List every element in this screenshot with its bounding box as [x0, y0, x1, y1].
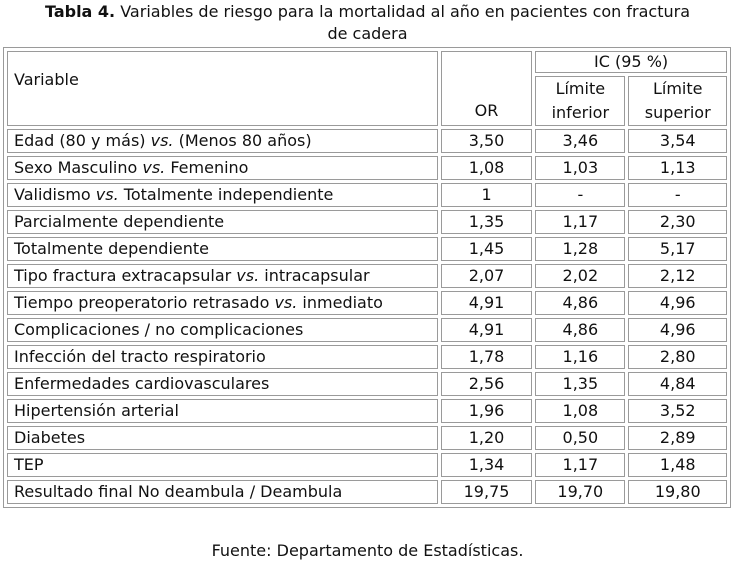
variable-cell	[7, 399, 438, 423]
variable-text: Sexo Masculino	[14, 158, 143, 177]
lower-limit-cell: 1,17	[535, 210, 625, 234]
header-lower-line-2: inferior	[551, 103, 610, 122]
variable-text: TEP	[14, 455, 44, 474]
variable-text: Validismo	[14, 185, 96, 204]
variable-cell	[7, 453, 438, 477]
variable-cell	[7, 156, 438, 180]
upper-limit-cell: 2,12	[628, 264, 727, 288]
upper-limit-cell: 2,80	[628, 345, 727, 369]
versus-text: vs.	[95, 185, 119, 204]
header-variable: Variable	[7, 51, 438, 126]
table-row	[7, 129, 727, 153]
table-row	[7, 183, 727, 207]
variable-cell	[7, 372, 438, 396]
versus-text: vs.	[150, 131, 174, 150]
upper-limit-cell: 3,54	[628, 129, 727, 153]
or-cell: 1,20	[441, 426, 532, 450]
lower-limit-cell: 1,35	[535, 372, 625, 396]
variable-text: Infección del tracto respiratorio	[14, 347, 266, 366]
or-cell: 1,45	[441, 237, 532, 261]
variable-text: Tiempo preoperatorio retrasado	[14, 293, 275, 312]
caption-text-1: Variables de riesgo para la mortalidad al año en pacientes con fractura	[115, 2, 691, 21]
header-ic: IC (95 %)	[535, 51, 727, 73]
table-row	[7, 156, 727, 180]
variable-text: Hipertensión arterial	[14, 401, 179, 420]
variable-text: Diabetes	[14, 428, 86, 447]
variable-text-comparison: Femenino	[165, 158, 249, 177]
lower-limit-cell: 1,17	[535, 453, 625, 477]
variable-cell	[7, 183, 438, 207]
variable-cell	[7, 426, 438, 450]
or-cell: 2,56	[441, 372, 532, 396]
variable-cell	[7, 318, 438, 342]
or-cell: 4,91	[441, 318, 532, 342]
lower-limit-cell: 4,86	[535, 291, 625, 315]
or-cell: 1,34	[441, 453, 532, 477]
or-cell: 1,08	[441, 156, 532, 180]
variable-cell	[7, 345, 438, 369]
variable-text-comparison: Totalmente independiente	[118, 185, 334, 204]
variable-text: Complicaciones / no complicaciones	[14, 320, 304, 339]
lower-limit-cell: 4,86	[535, 318, 625, 342]
or-cell: 1	[441, 183, 532, 207]
caption-label: Tabla 4.	[44, 2, 116, 21]
risk-table	[3, 47, 731, 508]
upper-limit-cell: 19,80	[628, 480, 727, 504]
header-row-1	[7, 51, 727, 73]
variable-cell	[7, 129, 438, 153]
upper-limit-cell: 4,84	[628, 372, 727, 396]
table-row	[7, 237, 727, 261]
table-body	[7, 129, 727, 504]
versus-text: vs.	[142, 158, 166, 177]
header-upper-limit	[628, 76, 727, 126]
upper-limit-cell: 3,52	[628, 399, 727, 423]
table-row	[7, 210, 727, 234]
upper-limit-cell: 4,96	[628, 318, 727, 342]
variable-text-comparison: intracapsular	[259, 266, 370, 285]
upper-limit-cell: 2,89	[628, 426, 727, 450]
header-upper-line-2: superior	[644, 103, 711, 122]
lower-limit-cell: 0,50	[535, 426, 625, 450]
variable-text-comparison: (Menos 80 años)	[173, 131, 312, 150]
upper-limit-cell: 2,30	[628, 210, 727, 234]
caption-line-1	[0, 1, 735, 23]
table-row	[7, 264, 727, 288]
variable-cell	[7, 480, 438, 504]
table-row	[7, 372, 727, 396]
variable-text-comparison: inmediato	[297, 293, 383, 312]
table-row	[7, 426, 727, 450]
header-upper-line-1: Límite	[652, 79, 703, 98]
lower-limit-cell: 1,16	[535, 345, 625, 369]
variable-cell	[7, 237, 438, 261]
table-row	[7, 399, 727, 423]
variable-cell	[7, 291, 438, 315]
lower-limit-cell: 19,70	[535, 480, 625, 504]
or-cell: 3,50	[441, 129, 532, 153]
header-lower-line-1: Límite	[555, 79, 606, 98]
header-or: OR	[441, 51, 532, 126]
variable-text: Enfermedades cardiovasculares	[14, 374, 270, 393]
variable-text: Totalmente dependiente	[14, 239, 209, 258]
or-cell: 2,07	[441, 264, 532, 288]
variable-text: Parcialmente dependiente	[14, 212, 225, 231]
lower-limit-cell: 3,46	[535, 129, 625, 153]
lower-limit-cell: -	[535, 183, 625, 207]
variable-cell	[7, 264, 438, 288]
versus-text: vs.	[274, 293, 298, 312]
variable-text: Edad (80 y más)	[14, 131, 151, 150]
upper-limit-cell: 1,13	[628, 156, 727, 180]
lower-limit-cell: 1,03	[535, 156, 625, 180]
header-lower-limit	[535, 76, 625, 126]
lower-limit-cell: 1,08	[535, 399, 625, 423]
versus-text: vs.	[236, 266, 260, 285]
upper-limit-cell: 1,48	[628, 453, 727, 477]
variable-text: Resultado final No deambula / Deambula	[14, 482, 343, 501]
variable-text: Tipo fractura extracapsular	[14, 266, 237, 285]
table-row	[7, 318, 727, 342]
table-row	[7, 345, 727, 369]
upper-limit-cell: -	[628, 183, 727, 207]
table-footer: Fuente: Departamento de Estadísticas.	[211, 541, 524, 560]
table-row	[7, 291, 727, 315]
caption-line-2: de cadera	[327, 24, 408, 43]
lower-limit-cell: 1,28	[535, 237, 625, 261]
or-cell: 1,96	[441, 399, 532, 423]
or-cell: 1,35	[441, 210, 532, 234]
or-cell: 19,75	[441, 480, 532, 504]
lower-limit-cell: 2,02	[535, 264, 625, 288]
upper-limit-cell: 5,17	[628, 237, 727, 261]
variable-cell	[7, 210, 438, 234]
or-cell: 4,91	[441, 291, 532, 315]
table-row	[7, 453, 727, 477]
upper-limit-cell: 4,96	[628, 291, 727, 315]
table-caption	[0, 0, 735, 45]
table-row	[7, 480, 727, 504]
or-cell: 1,78	[441, 345, 532, 369]
